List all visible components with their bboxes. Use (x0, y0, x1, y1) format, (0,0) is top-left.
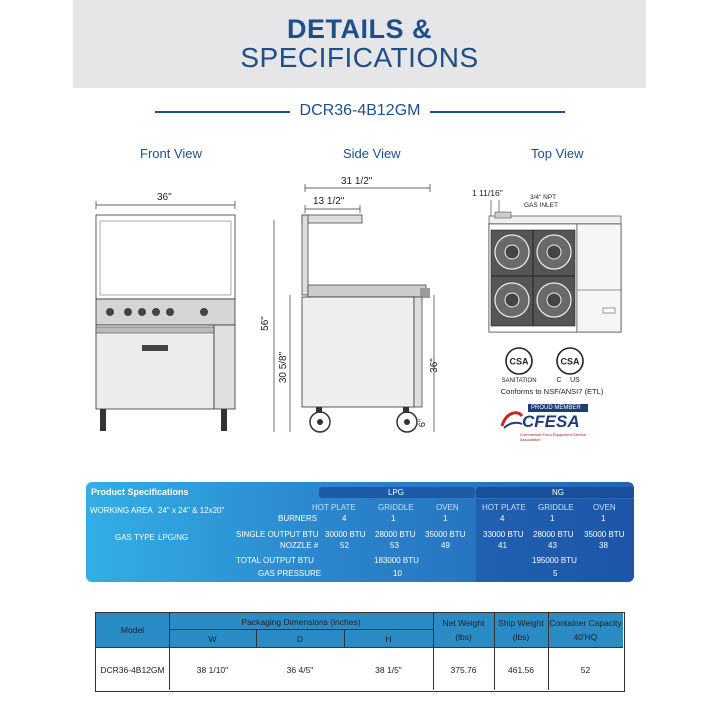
row-h: 38 1/5" (375, 665, 402, 675)
burners-ng-oven: 1 (601, 514, 606, 523)
packaging-table (95, 612, 625, 692)
total-output-lpg: 183000 BTU (374, 556, 419, 565)
ng-col-hotplate: HOT PLATE (482, 503, 526, 512)
side-depth-dim: 31 1/2" (341, 176, 373, 187)
d-header: D (296, 634, 304, 644)
conforms-label: Conforms to NSF/ANSI7 (ETL) (500, 387, 604, 396)
side-view-title: Side View (343, 146, 401, 161)
row-capacity: 52 (580, 665, 591, 675)
csa-us-icon (555, 346, 585, 376)
h-header: H (385, 634, 392, 644)
model-header: Model (120, 625, 145, 635)
w-header: W (208, 634, 217, 644)
sanitation-label: SANITATION (501, 378, 537, 384)
csa-sanitation-mark: CSA (509, 356, 529, 367)
right-rule (430, 111, 565, 113)
burners-ng-hotplate: 4 (500, 514, 505, 523)
dims-header: Packaging Dimensions (inches) (241, 617, 361, 627)
burners-lpg-griddle: 1 (391, 514, 396, 523)
nozzle-label: NOZZLE # (280, 541, 319, 550)
burners-label: BURNERS (278, 514, 318, 523)
single-lpg-hotplate: 30000 BTU (325, 530, 366, 539)
row-model: DCR36-4B12GM (100, 665, 165, 675)
row-net: 375.76 (450, 665, 477, 675)
single-ng-oven: 35000 BTU (584, 530, 625, 539)
gas-inlet-line1: 3/4" NPT (530, 194, 557, 201)
cfesa-logo (500, 404, 594, 442)
row-divider (96, 647, 623, 648)
gas-type-value: LPG/NG (158, 533, 189, 542)
nozzle-ng-griddle: 43 (548, 541, 557, 550)
row-ship: 461.56 (508, 665, 534, 675)
net-weight-header: Net Weight (442, 618, 485, 628)
csa-us-mark: CSA (560, 356, 580, 367)
header-banner (73, 0, 646, 88)
ng-header: NG (552, 488, 564, 497)
gas-pressure-label: GAS PRESSURE (258, 569, 322, 578)
model-heading (0, 100, 720, 124)
gas-inlet-line2: GAS INLET (524, 202, 558, 209)
height-total-dim: 56" (259, 316, 271, 331)
single-output-label: SINGLE OUTPUT BTU (236, 530, 319, 539)
height-6-dim: 6" (417, 418, 428, 428)
lpg-col-griddle: GRIDDLE (378, 503, 414, 512)
single-ng-hotplate: 33000 BTU (483, 530, 524, 539)
front-width-dim: 36" (157, 192, 172, 203)
height-work-dim: 30 5/8" (278, 351, 290, 384)
cfesa-proud: PROUD MEMBER (528, 404, 588, 412)
burners-ng-griddle: 1 (550, 514, 555, 523)
working-area-label: WORKING AREA (90, 506, 153, 515)
model-number: DCR36-4B12GM (299, 102, 421, 119)
row-w: 38 1/10" (196, 665, 229, 675)
nozzle-lpg-griddle: 53 (390, 541, 399, 550)
cfesa-name: CFESA (522, 412, 580, 431)
front-view-title: Front View (140, 146, 202, 161)
lpg-col-oven: OVEN (436, 503, 459, 512)
front-view-drawing (90, 185, 245, 440)
top-view-title: Top View (531, 146, 584, 161)
net-weight-unit: (lbs) (455, 632, 472, 642)
side-shelf-dim: 13 1/2" (313, 196, 345, 207)
top-view-drawing (485, 190, 625, 338)
c-mark: C (556, 377, 562, 384)
cfesa-swoosh-icon (500, 410, 524, 430)
lpg-header: LPG (388, 488, 405, 497)
single-ng-griddle: 28000 BTU (533, 530, 574, 539)
lpg-col-hotplate: HOT PLATE (312, 503, 356, 512)
spec-title: Product Specifications (91, 487, 189, 497)
ship-weight-header: Ship Weight (498, 618, 544, 628)
row-divider (169, 629, 433, 630)
burners-lpg-oven: 1 (443, 514, 448, 523)
ng-col-oven: OVEN (593, 503, 616, 512)
working-area-value: 24" x 24" & 12x20" (158, 506, 225, 515)
csa-sanitation-icon (504, 346, 534, 376)
header-title-line2: SPECIFICATIONS (240, 42, 479, 73)
single-lpg-griddle: 28000 BTU (375, 530, 416, 539)
row-d: 36 4/5" (286, 665, 314, 675)
gas-pressure-lpg: 10 (393, 569, 402, 578)
us-mark: US (570, 377, 580, 384)
gas-type-label: GAS TYPE (115, 533, 155, 542)
cfesa-sub: Commercial Food Equipment Service Association (520, 432, 587, 442)
container-header: Container Capacity (549, 618, 622, 628)
burners-lpg-hotplate: 4 (342, 514, 347, 523)
ship-weight-unit: (lbs) (512, 632, 530, 642)
gas-pressure-ng: 5 (553, 569, 558, 578)
product-specifications-panel (86, 482, 634, 582)
nozzle-ng-oven: 38 (599, 541, 608, 550)
height-36-dim: 36" (428, 358, 440, 373)
nozzle-lpg-hotplate: 52 (340, 541, 349, 550)
single-lpg-oven: 35000 BTU (425, 530, 466, 539)
top-offset-dim: 1 11/16" (472, 188, 503, 198)
container-unit: 40'HQ (573, 632, 598, 642)
total-output-ng: 195000 BTU (532, 556, 577, 565)
nozzle-ng-hotplate: 41 (498, 541, 507, 550)
nozzle-lpg-oven: 49 (441, 541, 450, 550)
ng-col-griddle: GRIDDLE (538, 503, 574, 512)
side-view-drawing (260, 170, 460, 440)
total-output-label: TOTAL OUTPUT BTU (236, 556, 314, 565)
header-title-line1: DETAILS & (287, 14, 432, 44)
